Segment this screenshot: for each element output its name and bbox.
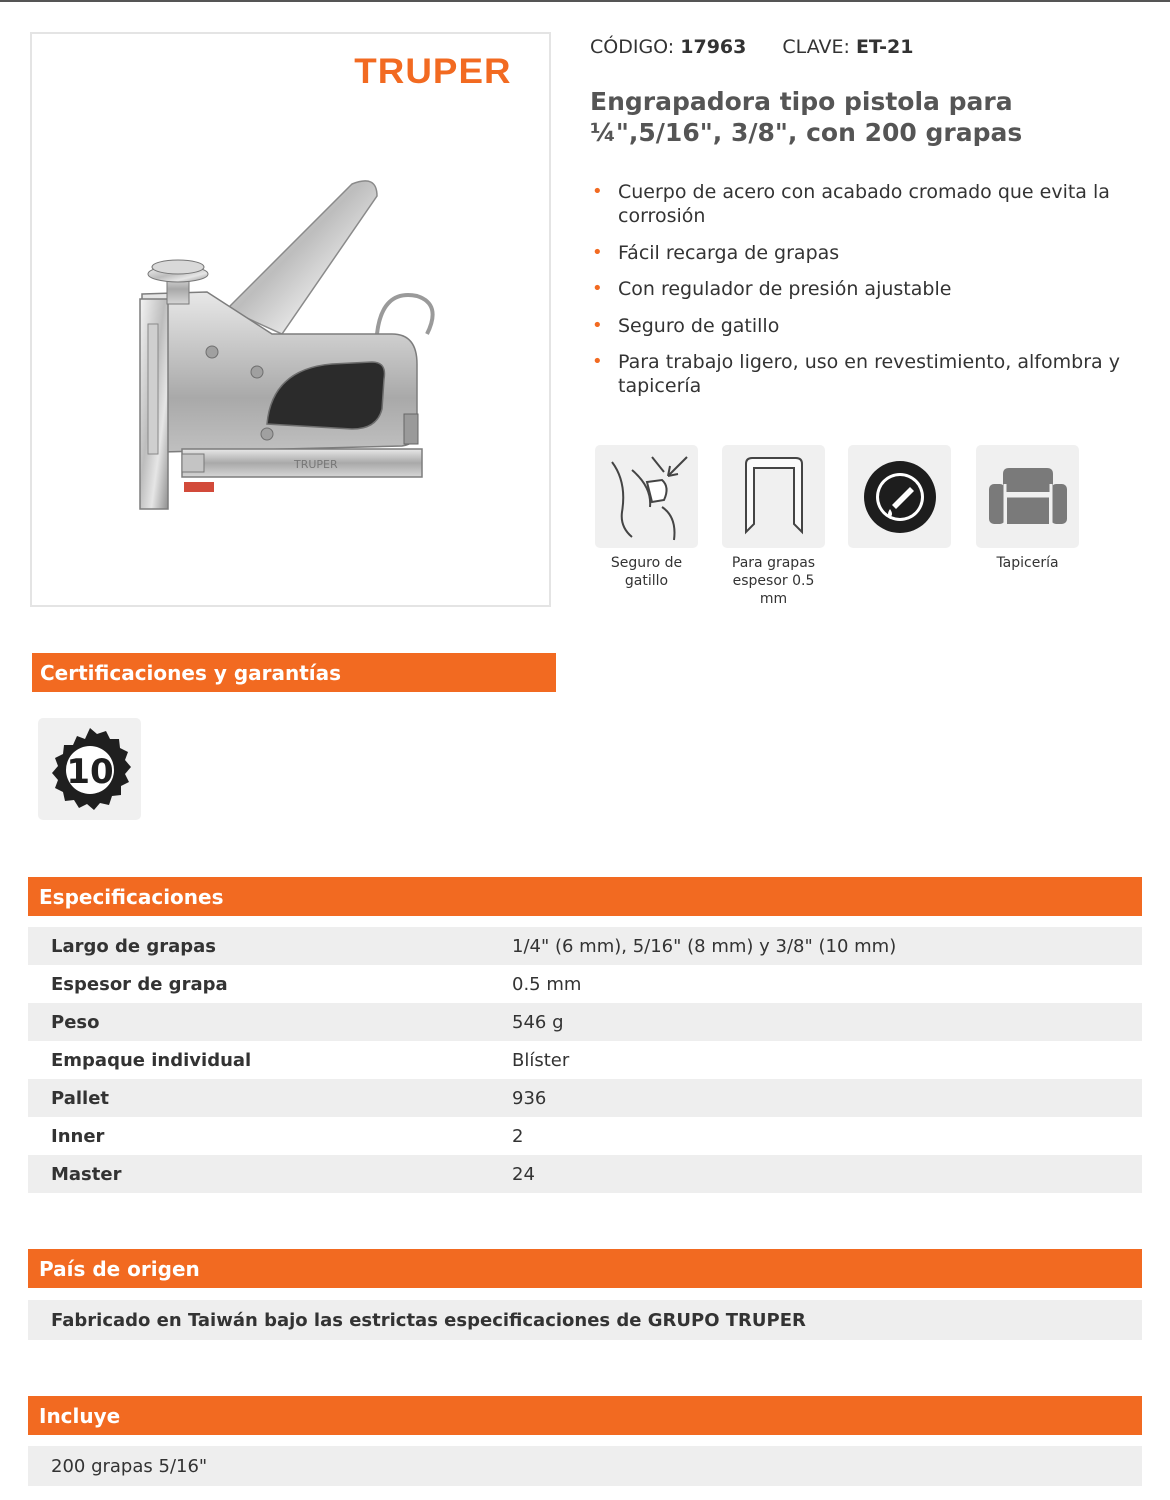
- certifications-heading: Certificaciones y garantías: [32, 653, 556, 692]
- product-code: 17963: [680, 36, 747, 58]
- origin-text: Fabricado en Taiwán bajo las estrictas especificaciones de GRUPO TRUPER: [28, 1300, 1142, 1340]
- spec-value: 24: [512, 1163, 535, 1185]
- feature-icon-tile: [848, 445, 951, 548]
- warranty-years: 10: [65, 752, 114, 792]
- spec-value: 546 g: [512, 1011, 564, 1033]
- spec-label: Pallet: [51, 1087, 110, 1109]
- top-rule: [0, 0, 1170, 2]
- warranty-seal-icon: [43, 722, 137, 816]
- product-title: Engrapadora tipo pistola para ¼",5/16", 3/8", con 200 grapas: [590, 87, 1023, 147]
- key-label: CLAVE:: [782, 36, 850, 58]
- product-image[interactable]: [30, 32, 551, 607]
- feature-icon-tile: [595, 445, 698, 590]
- sofa-icon: [976, 445, 1079, 548]
- staple-icon: [722, 445, 825, 548]
- feature-icon-tile: [722, 445, 825, 608]
- lubricate-icon: [848, 445, 951, 548]
- trigger-lock-icon: [595, 445, 698, 548]
- icon-label: Seguro de gatillo: [610, 555, 683, 589]
- spec-value: 936: [512, 1087, 547, 1109]
- spec-label: Empaque individual: [51, 1049, 252, 1071]
- spec-row: [28, 1079, 1142, 1117]
- feature-item: • Con regulador de presión ajustable: [590, 277, 1130, 301]
- feature-item: • Fácil recarga de grapas: [590, 241, 1130, 265]
- origin-heading: País de origen: [28, 1249, 1142, 1288]
- icon-label: Para grapas espesor 0.5 mm: [731, 555, 816, 607]
- spec-label: Largo de grapas: [51, 935, 217, 957]
- includes-heading: Incluye: [28, 1396, 1142, 1435]
- spec-row: [28, 927, 1142, 965]
- brand-logo: TRUPER: [354, 52, 512, 91]
- product-code-line: [590, 36, 913, 58]
- spec-label: Inner: [51, 1125, 105, 1147]
- spec-label: Espesor de grapa: [51, 973, 228, 995]
- includes-text: 200 grapas 5/16": [28, 1446, 1142, 1486]
- spec-row: [28, 1003, 1142, 1041]
- feature-item: • Para trabajo ligero, uso en revestimiento, alfombra y tapicería: [590, 350, 1130, 398]
- feature-item: • Seguro de gatillo: [590, 314, 1130, 338]
- feature-icon-tile: [976, 445, 1079, 572]
- stapler-illustration: [32, 34, 553, 609]
- spec-table: [28, 927, 1142, 1193]
- spec-value: 0.5 mm: [512, 973, 582, 995]
- spec-row: [28, 1155, 1142, 1193]
- spec-label: Peso: [51, 1011, 100, 1033]
- spec-value: 2: [512, 1125, 524, 1147]
- spec-row: [28, 965, 1142, 1003]
- spec-value: 1/4" (6 mm), 5/16" (8 mm) y 3/8" (10 mm): [512, 935, 897, 957]
- warranty-badge: [38, 718, 141, 820]
- spec-label: Master: [51, 1163, 122, 1185]
- feature-item: • Cuerpo de acero con acabado cromado que evita la corrosión: [590, 180, 1130, 228]
- icon-label: Tapicería: [996, 555, 1059, 571]
- spec-row: [28, 1117, 1142, 1155]
- spec-value: Blíster: [512, 1049, 570, 1071]
- spec-row: [28, 1041, 1142, 1079]
- stapler-brand-mark: TRUPER: [294, 458, 338, 471]
- feature-list: [590, 180, 1130, 411]
- specifications-heading: Especificaciones: [28, 877, 1142, 916]
- product-key: ET-21: [855, 36, 914, 58]
- code-label: CÓDIGO:: [590, 36, 675, 58]
